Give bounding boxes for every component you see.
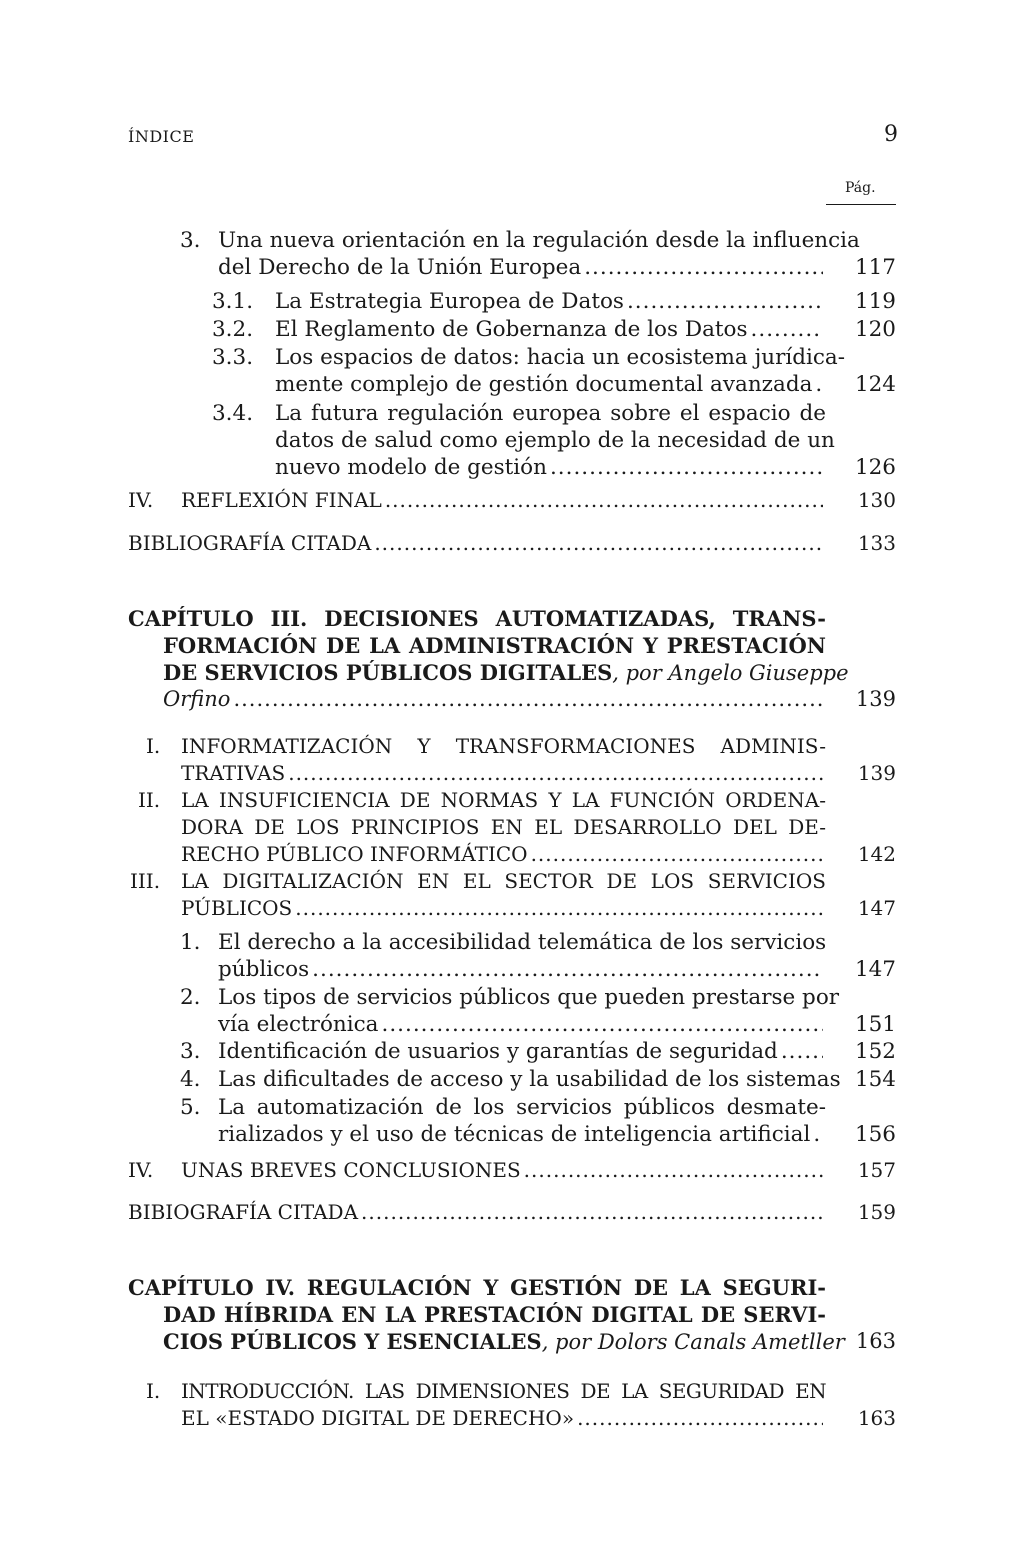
entry-number: IV. bbox=[128, 1158, 154, 1182]
chapter-title-line: CAPÍTULO III. DECISIONES AUTOMATIZADAS, TRANS- bbox=[128, 606, 826, 631]
toc-entry[interactable] bbox=[128, 787, 896, 871]
entry-title: El Reglamento de Gobernanza de los Datos bbox=[275, 317, 748, 342]
entry-page-number: 151 bbox=[854, 1012, 896, 1037]
chapter-entry[interactable] bbox=[128, 1274, 896, 1358]
entry-page-number: 147 bbox=[857, 896, 896, 920]
entry-number: 2. bbox=[180, 985, 201, 1010]
leader-dots bbox=[577, 1405, 823, 1432]
entry-number: 3.4. bbox=[212, 401, 254, 426]
entry-number: 3.3. bbox=[212, 345, 254, 370]
toc-entry[interactable] bbox=[128, 868, 896, 924]
entry-number: II. bbox=[138, 788, 161, 812]
leader-dots bbox=[361, 1199, 823, 1226]
chapter-title-line: DAD HÍBRIDA EN LA PRESTACIÓN DIGITAL DE SERVI- bbox=[163, 1302, 826, 1327]
chapter-title-line: FORMACIÓN DE LA ADMINISTRACIÓN Y PRESTACIÓN bbox=[163, 633, 826, 658]
entry-page-number: 154 bbox=[854, 1067, 896, 1092]
entry-number: 1. bbox=[180, 930, 201, 955]
running-head: ÍNDICE bbox=[128, 127, 195, 146]
leader-dots bbox=[312, 956, 823, 983]
entry-number: 3.2. bbox=[212, 317, 254, 342]
entry-title-line: INFORMATIZACIÓN Y TRANSFORMACIONES ADMINIS- bbox=[181, 734, 826, 758]
leader-dots bbox=[295, 895, 823, 922]
toc-entry[interactable] bbox=[128, 487, 896, 515]
toc-entry[interactable] bbox=[180, 227, 896, 283]
leader-dots bbox=[374, 530, 823, 557]
page-column-rule bbox=[826, 204, 896, 205]
toc-entry[interactable] bbox=[180, 1094, 896, 1150]
entry-title-line: Los espacios de datos: hacia un ecosistema jurídica- bbox=[275, 345, 846, 370]
entry-title-line: del Derecho de la Unión Europea bbox=[218, 255, 582, 280]
entry-page-number: 159 bbox=[857, 1200, 896, 1224]
leader-dots bbox=[531, 841, 823, 868]
entry-page-number: 156 bbox=[854, 1122, 896, 1147]
entry-page-number: 163 bbox=[857, 1406, 896, 1430]
entry-page-number: 133 bbox=[857, 531, 896, 555]
entry-title: BIBLIOGRAFÍA CITADA bbox=[128, 531, 372, 555]
chapter-author: , por Angelo Giuseppe bbox=[612, 661, 849, 685]
toc-entry[interactable] bbox=[128, 1157, 896, 1185]
entry-title-line: EL «ESTADO DIGITAL DE DERECHO» bbox=[181, 1406, 575, 1430]
entry-title-line: LA DIGITALIZACIÓN EN EL SECTOR DE LOS SERVICIOS bbox=[181, 869, 826, 893]
toc-entry[interactable] bbox=[128, 1199, 896, 1227]
toc-entry[interactable] bbox=[180, 929, 896, 985]
entry-title-line: Los tipos de servicios públicos que pueden prestarse por bbox=[218, 985, 840, 1010]
chapter-entry[interactable] bbox=[128, 605, 896, 717]
chapter-title-line: DE SERVICIOS PÚBLICOS DIGITALES bbox=[163, 660, 613, 685]
entry-number: 3. bbox=[180, 228, 201, 253]
entry-number: 3.1. bbox=[212, 289, 254, 314]
entry-page-number: 139 bbox=[857, 761, 896, 785]
leader-dots bbox=[288, 760, 823, 787]
toc-entry[interactable] bbox=[180, 984, 896, 1040]
entry-page-number: 130 bbox=[857, 488, 896, 512]
entry-title-line: RECHO PÚBLICO INFORMÁTICO bbox=[181, 842, 528, 866]
toc-entry[interactable] bbox=[128, 733, 896, 789]
entry-number: I. bbox=[146, 734, 161, 758]
entry-number: III. bbox=[130, 869, 161, 893]
entry-page-number: 119 bbox=[854, 289, 896, 314]
entry-page-number: 124 bbox=[854, 372, 896, 397]
entry-page-number: 147 bbox=[854, 957, 896, 982]
entry-title: REFLEXIÓN FINAL bbox=[181, 488, 382, 512]
toc-entry[interactable] bbox=[180, 1066, 896, 1094]
entry-number: 3. bbox=[180, 1039, 201, 1064]
toc-entry[interactable] bbox=[180, 1038, 896, 1066]
entry-title-line: rializados y el uso de técnicas de inteligencia artificial bbox=[218, 1122, 811, 1147]
entry-title-line: TRATIVAS bbox=[181, 761, 286, 785]
toc-entry[interactable] bbox=[212, 288, 896, 316]
page-column-label: Pág. bbox=[845, 180, 876, 196]
entry-number: IV. bbox=[128, 488, 154, 512]
leader-dots bbox=[813, 1121, 823, 1148]
entry-page-number: 142 bbox=[857, 842, 896, 866]
toc-entry[interactable] bbox=[212, 400, 896, 484]
chapter-title-line: CAPÍTULO IV. REGULACIÓN Y GESTIÓN DE LA SEGURI- bbox=[128, 1275, 826, 1300]
entry-title-line: mente complejo de gestión documental avanzada bbox=[275, 372, 813, 397]
toc-entry[interactable] bbox=[212, 344, 896, 400]
entry-page-number: 126 bbox=[854, 455, 896, 480]
entry-title-line: PÚBLICOS bbox=[181, 896, 293, 920]
leader-dots bbox=[550, 454, 823, 481]
entry-title: Las dificultades de acceso y la usabilidad de los sistemas bbox=[218, 1067, 841, 1092]
leader-dots bbox=[381, 1011, 823, 1038]
leader-dots bbox=[751, 316, 823, 343]
entry-title: La Estrategia Europea de Datos bbox=[275, 289, 624, 314]
entry-number: 4. bbox=[180, 1067, 201, 1092]
entry-number: 5. bbox=[180, 1095, 201, 1120]
entry-title-line: INTRODUCCIÓN. LAS DIMENSIONES DE LA SEGURIDAD EN bbox=[181, 1379, 826, 1403]
leader-dots bbox=[781, 1038, 823, 1065]
entry-page-number: 157 bbox=[857, 1158, 896, 1182]
chapter-author: , por Dolors Canals Ametller bbox=[541, 1330, 845, 1354]
entry-page-number: 120 bbox=[854, 317, 896, 342]
entry-title-line: públicos bbox=[218, 957, 310, 982]
entry-title: Identificación de usuarios y garantías de seguridad bbox=[218, 1039, 778, 1064]
entry-title-line: DORA DE LOS PRINCIPIOS EN EL DESARROLLO DEL DE- bbox=[181, 815, 826, 839]
page-number: 9 bbox=[884, 122, 898, 147]
leader-dots bbox=[627, 288, 823, 315]
toc-entry[interactable] bbox=[128, 530, 896, 558]
chapter-title-line: CIOS PÚBLICOS Y ESENCIALES bbox=[163, 1329, 542, 1354]
entry-title-line: La automatización de los servicios públicos desmate- bbox=[218, 1095, 826, 1120]
leader-dots bbox=[524, 1157, 823, 1184]
entry-title-line: Una nueva orientación en la regulación desde la influencia bbox=[218, 228, 860, 253]
entry-title-line: La futura regulación europea sobre el espacio de bbox=[275, 401, 826, 426]
chapter-author: Orfino bbox=[163, 687, 231, 711]
entry-title-line: nuevo modelo de gestión bbox=[275, 455, 547, 480]
entry-page-number: 117 bbox=[854, 255, 896, 280]
leader-dots bbox=[815, 371, 823, 398]
leader-dots bbox=[385, 487, 823, 514]
toc-entry[interactable] bbox=[128, 1378, 896, 1434]
entry-title-line: LA INSUFICIENCIA DE NORMAS Y LA FUNCIÓN ORDENA- bbox=[181, 788, 826, 812]
entry-title-line: vía electrónica bbox=[218, 1012, 379, 1037]
leader-dots bbox=[584, 254, 823, 281]
entry-number: I. bbox=[146, 1379, 161, 1403]
entry-title-line: datos de salud como ejemplo de la necesidad de un bbox=[275, 428, 835, 453]
entry-title: BIBIOGRAFÍA CITADA bbox=[128, 1200, 359, 1224]
entry-page-number: 163 bbox=[855, 1329, 896, 1353]
entry-page-number: 152 bbox=[854, 1039, 896, 1064]
entry-title: UNAS BREVES CONCLUSIONES bbox=[181, 1158, 521, 1182]
entry-title-line: El derecho a la accesibilidad telemática de los servicios bbox=[218, 930, 827, 955]
entry-page-number: 139 bbox=[855, 687, 896, 711]
leader-dots bbox=[233, 686, 823, 713]
toc-entry[interactable] bbox=[212, 316, 896, 344]
